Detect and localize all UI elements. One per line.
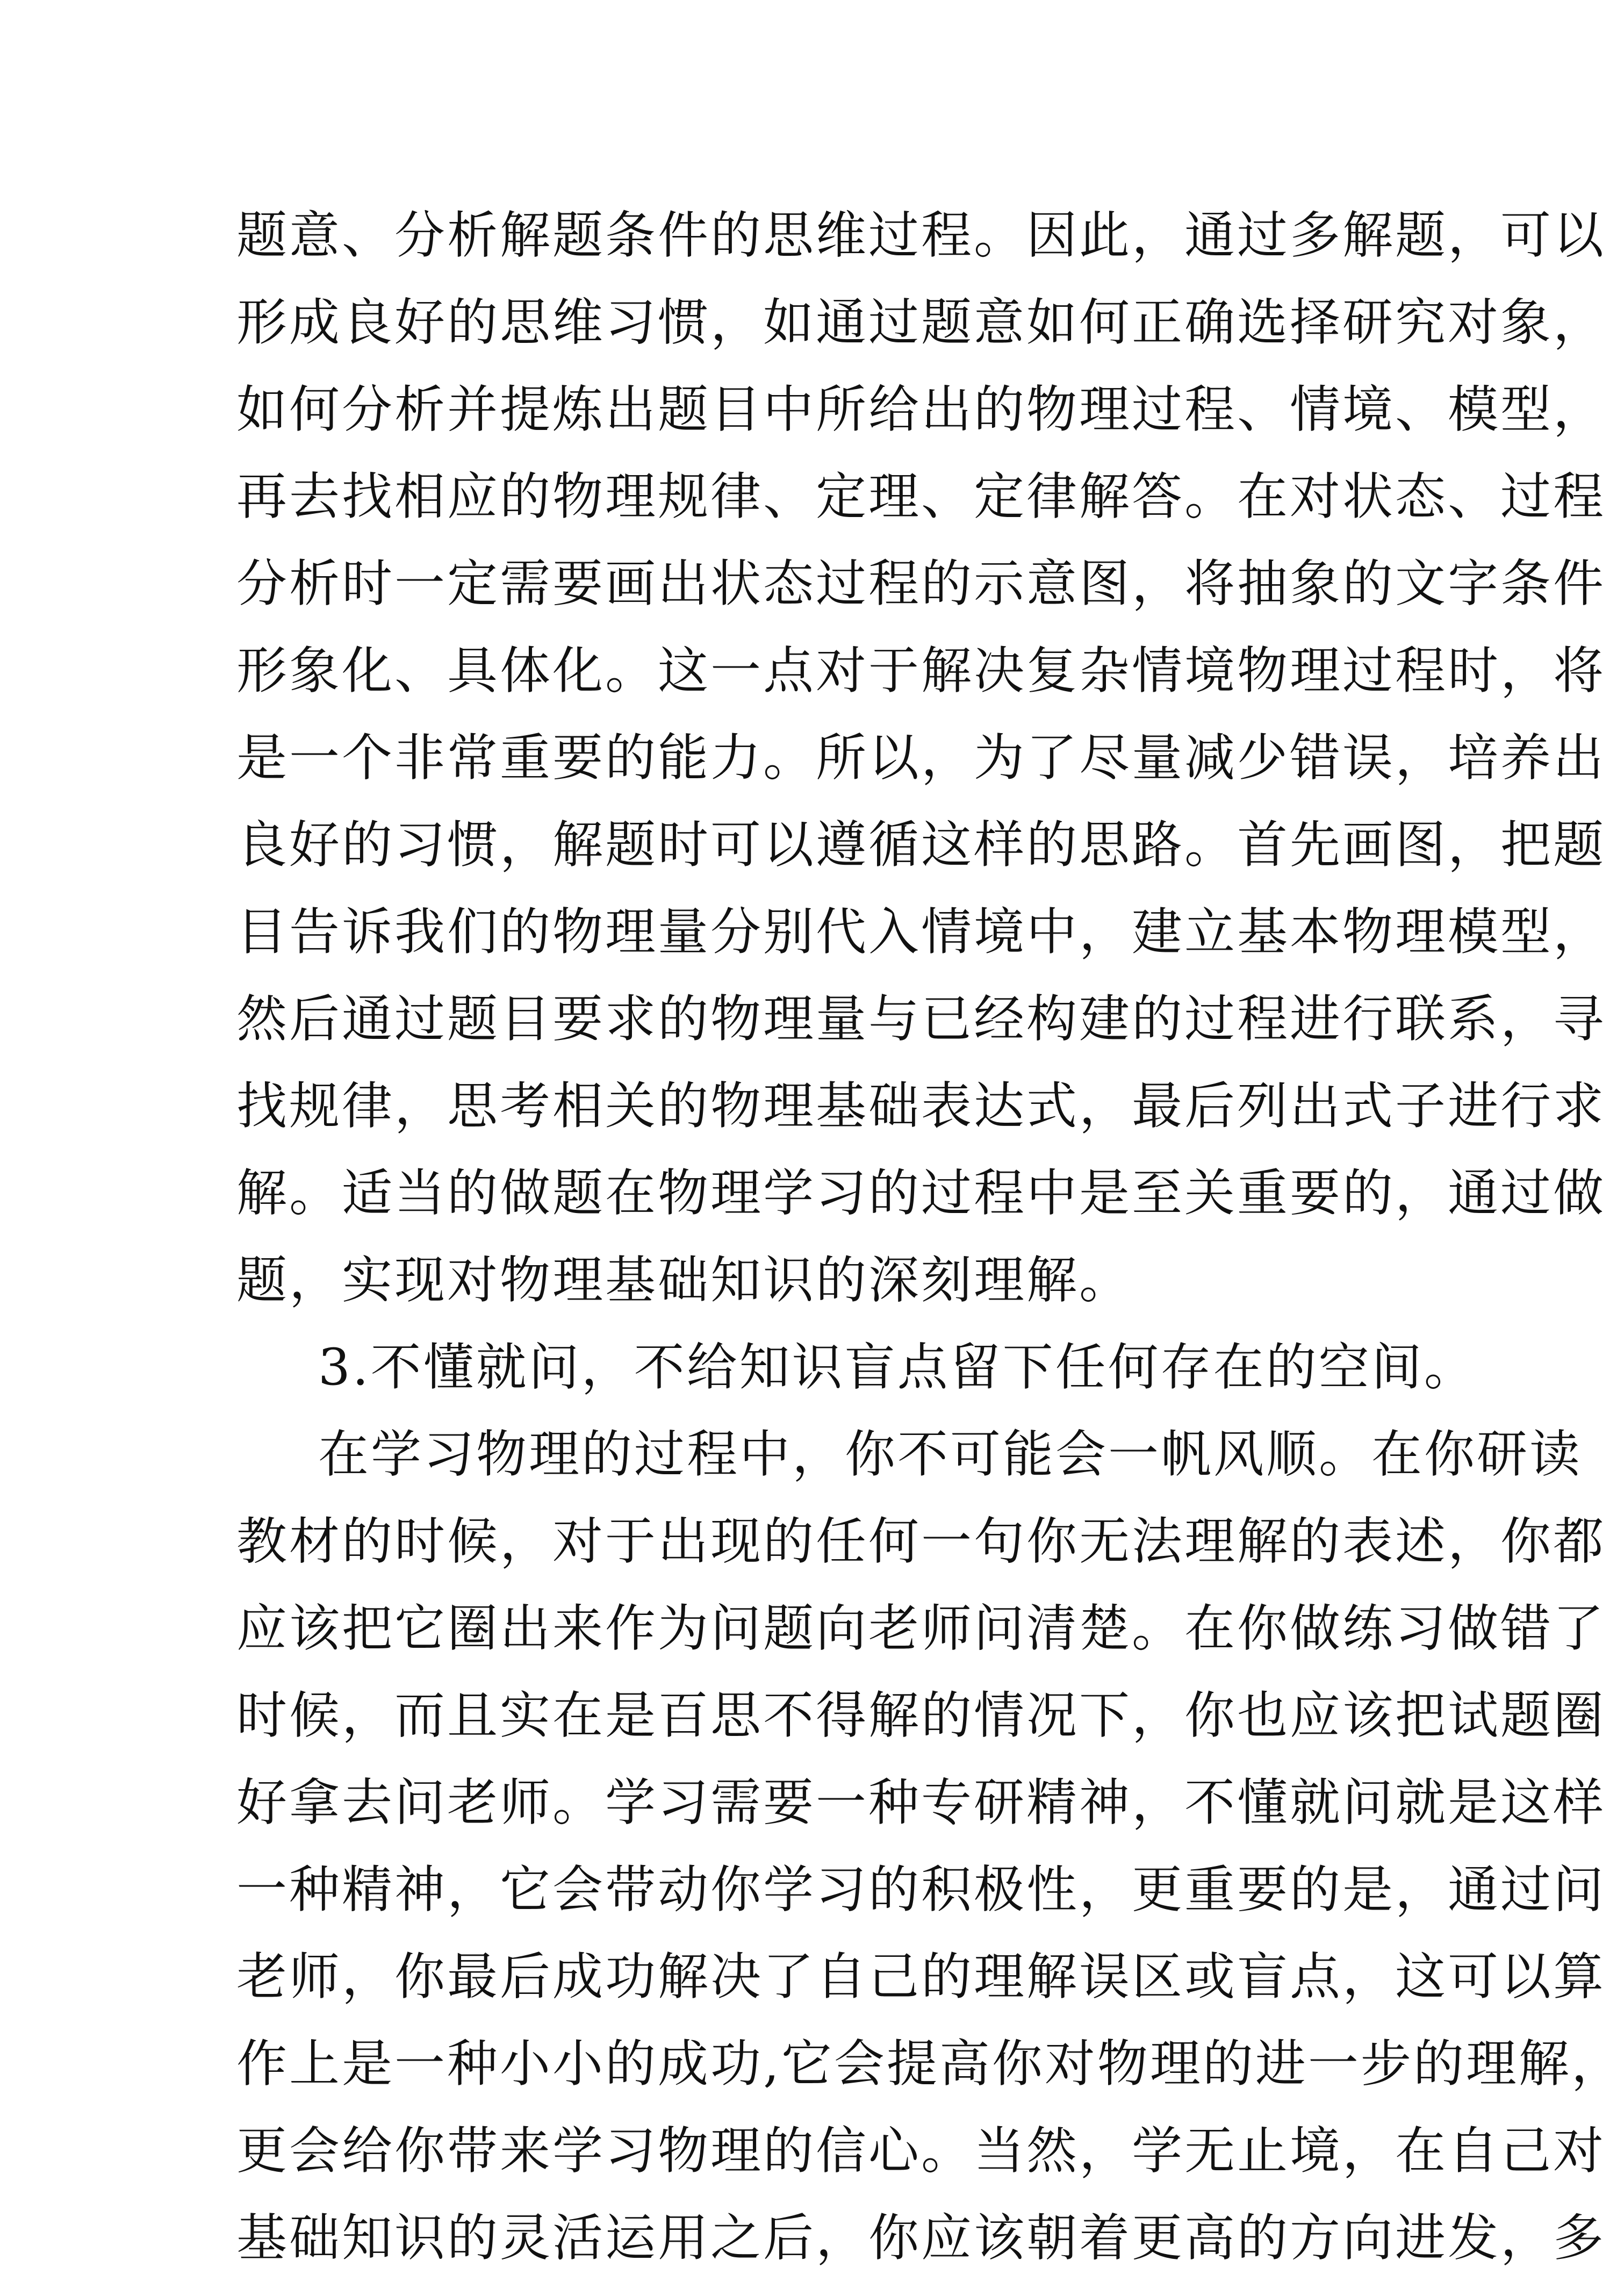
text-line: 良好的习惯，解题时可以遵循这样的思路。首先画图，把题: [236, 816, 1606, 874]
text-line: 教材的时候，对于出现的任何一句你无法理解的表述，你都: [236, 1512, 1606, 1571]
text-line: 形象化、具体化。这一点对于解决复杂情境物理过程时，将: [236, 642, 1606, 700]
text-line: 老师，你最后成功解决了自己的理解误区或盲点，这可以算: [236, 1948, 1606, 2006]
text-line: 更会给你带来学习物理的信心。当然，学无止境，在自己对: [236, 2122, 1606, 2180]
text-line: 在学习物理的过程中，你不可能会一帆风顺。在你研读: [318, 1425, 1583, 1484]
text-line: 一种精神，它会带动你学习的积极性，更重要的是，通过问: [236, 1861, 1606, 1919]
text-line: 分析时一定需要画出状态过程的示意图，将抽象的文字条件: [236, 555, 1606, 613]
text-line: 如何分析并提炼出题目中所给出的物理过程、情境、模型，: [236, 381, 1606, 439]
text-line: 是一个非常重要的能力。所以，为了尽量减少错误，培养出: [236, 729, 1606, 787]
body-text: [236, 192, 1624, 2282]
text-line: 时候，而且实在是百思不得解的情况下，你也应该把试题圈: [236, 1687, 1606, 1745]
text-line: 解。适当的做题在物理学习的过程中是至关重要的，通过做: [236, 1164, 1606, 1223]
text-line: 然后通过题目要求的物理量与已经构建的过程进行联系，寻: [236, 990, 1606, 1049]
text-line: 形成良好的思维习惯，如通过题意如何正确选择研究对象，: [236, 293, 1606, 352]
text-line: 好拿去问老师。学习需要一种专研精神，不懂就问就是这样: [236, 1774, 1606, 1832]
text-line: 目告诉我们的物理量分别代入情境中，建立基本物理模型，: [236, 903, 1606, 961]
text-line: 题，实现对物理基础知识的深刻理解。: [236, 1251, 1132, 1310]
text-line: 应该把它圈出来作为问题向老师问清楚。在你做练习做错了: [236, 1599, 1606, 1658]
text-line: 基础知识的灵活运用之后，你应该朝着更高的方向进发，多: [236, 2209, 1606, 2267]
text-line: 再去找相应的物理规律、定理、定律解答。在对状态、过程: [236, 468, 1606, 526]
text-line: 找规律，思考相关的物理基础表达式，最后列出式子进行求: [236, 1077, 1606, 1136]
section-heading: 3.不懂就问，不给知识盲点留下任何存在的空间。: [318, 1338, 1477, 1397]
text-line: 题意、分析解题条件的思维过程。因此，通过多解题，可以: [236, 206, 1606, 265]
text-line: 作上是一种小小的成功,它会提高你对物理的进一步的理解，: [236, 2035, 1624, 2093]
